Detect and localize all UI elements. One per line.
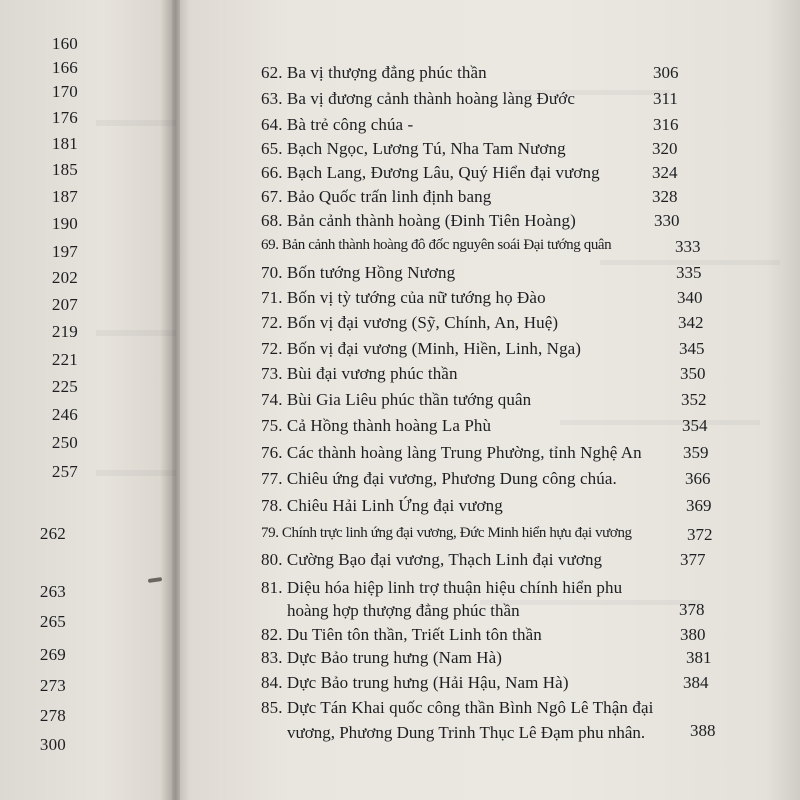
left-page-number: 170	[51, 82, 78, 101]
toc-entry-page: 306	[653, 63, 679, 82]
toc-entry-title: 82. Du Tiên tôn thần, Triết Linh tôn thần	[261, 625, 542, 644]
left-page-number: 257	[51, 462, 78, 481]
toc-entry-title: 70. Bốn tướng Hồng Nương	[261, 263, 456, 282]
toc-entry-page: 388	[690, 721, 716, 740]
toc-entry-title: 79. Chính trực linh ứng đại vương, Đức Minh hiển hựu đại vương	[261, 525, 632, 541]
toc-entry-page: 380	[680, 625, 706, 644]
left-page-number: 278	[39, 706, 66, 725]
toc-entry-page: 330	[654, 211, 680, 230]
left-page-number: 185	[51, 160, 78, 179]
toc-entry-page: 359	[683, 443, 709, 462]
toc-entry-page: 316	[653, 115, 679, 134]
toc-entry-page: 320	[652, 139, 678, 158]
left-page-number: 190	[51, 214, 78, 233]
toc-entry-title: 62. Ba vị thượng đẳng phúc thần	[261, 63, 487, 82]
toc-entry-title: 63. Ba vị đương cảnh thành hoàng làng Đước	[261, 89, 575, 108]
toc-entry-continuation: hoàng hợp thượng đẳng phúc thần	[287, 601, 520, 620]
left-page-number: 181	[51, 134, 78, 153]
book-gutter	[160, 0, 190, 800]
left-page-number: 246	[51, 405, 78, 424]
page-edge-shadow	[766, 0, 800, 800]
left-page-number: 187	[51, 187, 78, 206]
toc-entry-page: 354	[682, 416, 708, 435]
toc-entry-page: 384	[683, 673, 709, 692]
left-page-number: 263	[39, 582, 66, 601]
toc-entry-page: 381	[686, 648, 712, 667]
toc-entry-title: 76. Các thành hoàng làng Trung Phường, tỉnh Nghệ An	[261, 443, 642, 462]
toc-entry-title: 72. Bốn vị đại vương (Sỹ, Chính, An, Huệ)	[261, 313, 559, 332]
toc-entry-page: 333	[675, 237, 701, 256]
toc-entry-page: 328	[652, 187, 678, 206]
left-page-number: 207	[51, 295, 78, 314]
toc-entry-title: 85. Dực Tán Khai quốc công thần Bình Ngô Lê Thận đại	[261, 698, 654, 717]
toc-entry-title: 69. Bản cảnh thành hoàng đô đốc nguyên soái Đại tướng quân	[261, 237, 612, 253]
toc-entry-page: 311	[653, 89, 678, 108]
left-page-number: 160	[51, 34, 78, 53]
toc-entry-title: 65. Bạch Ngọc, Lương Tú, Nha Tam Nương	[261, 139, 566, 158]
toc-entry-page: 350	[680, 364, 706, 383]
left-page	[0, 0, 172, 800]
toc-entry-title: 66. Bạch Lang, Đương Lâu, Quý Hiển đại vương	[261, 163, 600, 182]
left-page-number: 221	[51, 350, 78, 369]
toc-entry-page: 372	[687, 525, 713, 544]
toc-entry-title: 64. Bà trẻ công chúa -	[261, 115, 414, 134]
toc-entry-page: 369	[686, 496, 712, 515]
left-page-number: 225	[51, 377, 78, 396]
toc-entry-title: 68. Bản cảnh thành hoàng (Đinh Tiên Hoàng)	[261, 211, 576, 230]
left-page-number: 197	[51, 242, 78, 261]
toc-entry-title: 71. Bốn vị tỳ tướng của nữ tướng họ Đào	[261, 288, 546, 307]
left-page-number: 176	[51, 108, 78, 127]
toc-entry-title: 81. Diệu hóa hiệp linh trợ thuận hiệu chính hiển phu	[261, 578, 623, 597]
toc-entry-title: 83. Dực Bảo trung hưng (Nam Hà)	[261, 648, 503, 667]
toc-entry-page: 378	[679, 600, 705, 619]
toc-entry-page: 345	[679, 339, 705, 358]
show-through-mark	[560, 420, 760, 425]
toc-entry-page: 324	[652, 163, 678, 182]
toc-entry-title: 80. Cường Bạo đại vương, Thạch Linh đại vương	[261, 550, 603, 569]
left-page-number: 269	[39, 645, 66, 664]
left-page-number: 219	[51, 322, 78, 341]
toc-entry-title: 77. Chiêu ứng đại vương, Phương Dung công chúa.	[261, 469, 617, 488]
toc-entry-page: 377	[680, 550, 706, 569]
toc-entry-title: 74. Bùi Gia Liêu phúc thần tướng quân	[261, 390, 532, 409]
toc-entry-page: 335	[676, 263, 702, 282]
toc-entry-page: 366	[685, 469, 711, 488]
toc-entry-continuation: vương, Phương Dung Trinh Thục Lê Đạm phu nhân.	[287, 723, 646, 742]
left-page-number: 265	[39, 612, 66, 631]
toc-entry-page: 342	[678, 313, 704, 332]
left-page-number: 166	[51, 58, 78, 77]
toc-entry-title: 75. Cả Hồng thành hoàng La Phù	[261, 416, 492, 435]
toc-entry-title: 67. Bảo Quốc trấn linh định bang	[261, 187, 492, 206]
toc-entry-page: 352	[681, 390, 707, 409]
left-page-number: 202	[51, 268, 78, 287]
left-page-number: 262	[39, 524, 66, 543]
toc-entry-title: 78. Chiêu Hải Linh Ứng đại vương	[261, 496, 503, 515]
toc-entry-page: 340	[677, 288, 703, 307]
toc-entry-title: 72. Bốn vị đại vương (Minh, Hiền, Linh, Nga)	[261, 339, 582, 358]
left-page-number: 300	[39, 735, 66, 754]
toc-entry-title: 84. Dực Bảo trung hưng (Hải Hậu, Nam Hà)	[261, 673, 569, 692]
left-page-number: 273	[39, 676, 66, 695]
left-page-number: 250	[51, 433, 78, 452]
toc-entry-title: 73. Bùi đại vương phúc thần	[261, 364, 458, 383]
